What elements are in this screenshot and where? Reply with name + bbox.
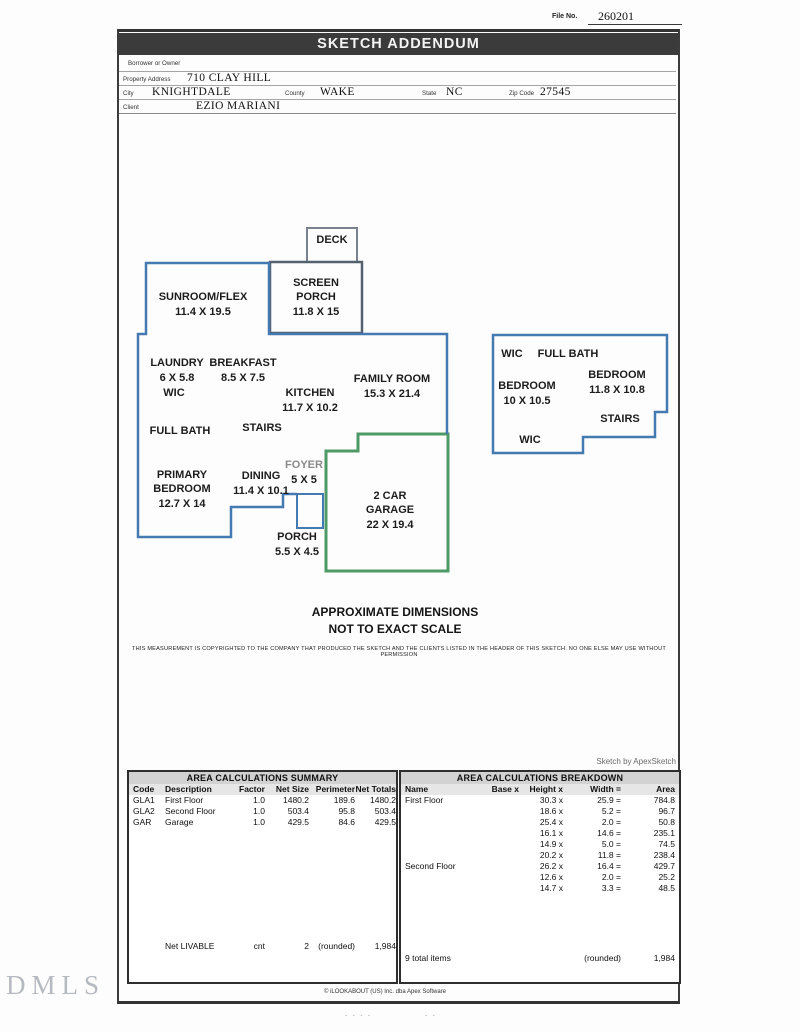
cell-net-totals: 503.4 — [374, 806, 396, 816]
room-name: FULL BATH — [537, 348, 599, 360]
room-dims: 11.8 X 10.8 — [589, 384, 645, 396]
cell-width: 14.6 = — [597, 828, 621, 838]
cell-area: 48.5 — [658, 883, 675, 893]
cell-height: 20.2 x — [539, 850, 563, 860]
room-name: WIC — [519, 434, 541, 446]
cell-name: Second Floor — [405, 861, 456, 871]
table-row — [129, 817, 396, 828]
cell-blank — [133, 941, 165, 952]
cell-net-size: 503.4 — [287, 806, 309, 816]
cell-net-totals: 429.5 — [374, 817, 396, 827]
room-label-wic-lower — [508, 433, 552, 447]
cell-factor: 1.0 — [253, 795, 265, 805]
cell-area: 784.8 — [653, 795, 675, 805]
room-name: SCREEN PORCH — [293, 277, 339, 303]
table-row — [401, 817, 679, 828]
cell-area: 238.4 — [653, 850, 675, 860]
zip-code-label: Zip Code — [509, 90, 535, 97]
room-name: PORCH — [277, 531, 317, 543]
room-dims: 11.4 X 19.5 — [175, 306, 231, 318]
county-value: WAKE — [320, 86, 355, 98]
dmls-watermark: DMLS — [6, 970, 106, 1000]
room-dims: 10 X 10.5 — [503, 395, 551, 407]
room-dims: 12.7 X 14 — [158, 498, 206, 510]
apex-software-copyright: © iLOOKABOUT (US) Inc. dba Apex Software — [323, 989, 447, 995]
room-name: BEDROOM — [588, 369, 646, 381]
zip-code-value: 27545 — [540, 86, 571, 98]
col-code: Code — [133, 784, 155, 794]
room-label-wic-laundry — [150, 386, 198, 400]
room-name: KITCHEN — [285, 387, 335, 399]
cell-code: GLA1 — [133, 795, 155, 805]
cell-description: Second Floor — [165, 806, 216, 816]
room-name: BEDROOM — [498, 380, 556, 392]
cell-net-totals: 1480.2 — [370, 795, 396, 805]
col-net-totals: Net Totals — [355, 784, 396, 794]
note-approximate-dimensions: APPROXIMATE DIMENSIONS — [311, 605, 479, 619]
cell-area: 96.7 — [658, 806, 675, 816]
table-row — [129, 795, 396, 806]
cell-blank — [489, 953, 519, 964]
cell-area: 429.7 — [653, 861, 675, 871]
net-livable-label: Net LIVABLE — [165, 941, 215, 951]
room-name: PRIMARY BEDROOM — [153, 469, 211, 495]
room-name: FAMILY ROOM — [353, 373, 431, 385]
room-label-garage — [362, 489, 418, 532]
room-name: DINING — [241, 470, 281, 482]
cell-width: 5.0 = — [601, 839, 621, 849]
apexsketch-credit: Sketch by ApexSketch — [596, 757, 676, 766]
cell-base — [489, 817, 519, 828]
room-label-wic-upper — [496, 347, 528, 361]
cell-height: 16.1 x — [539, 828, 563, 838]
room-dims: 5.5 X 4.5 — [274, 546, 320, 558]
room-label-porch — [259, 530, 335, 559]
state-label: State — [422, 90, 437, 97]
col-name: Name — [405, 784, 429, 794]
col-net-size: Net Size — [275, 784, 309, 794]
cell-height: 14.9 x — [539, 839, 563, 849]
cell-height: 18.6 x — [539, 806, 563, 816]
table-row — [401, 872, 679, 883]
cell-height: 30.3 x — [539, 795, 563, 805]
cell-height: 25.4 x — [539, 817, 563, 827]
cell-factor: 1.0 — [253, 806, 265, 816]
cell-width: 5.2 = — [601, 806, 621, 816]
room-name: 2 CAR GARAGE — [365, 490, 415, 516]
cell-factor: 1.0 — [253, 817, 265, 827]
breakdown-total-row — [401, 953, 679, 964]
room-label-sunroom — [147, 290, 259, 319]
cell-name — [405, 828, 489, 839]
cell-area: 25.2 — [658, 872, 675, 882]
cell-area: 50.8 — [658, 817, 675, 827]
area-calculations-breakdown-table — [399, 770, 681, 984]
room-label-stairs-1 — [228, 421, 296, 435]
room-name: DECK — [316, 234, 348, 246]
total-area-value: 1,984 — [653, 953, 675, 963]
cell-base — [489, 828, 519, 839]
city-label: City — [123, 90, 134, 97]
room-dims: 5 X 5 — [291, 474, 317, 486]
net-livable-row — [129, 941, 396, 952]
page-title: SKETCH ADDENDUM — [317, 36, 480, 52]
borrower-label: Borrower or Owner — [128, 60, 181, 67]
sketch-copyright-text: THIS MEASUREMENT IS COPYRIGHTED TO THE COMPANY THAT PRODUCED THE SKETCH AND THE CLIENTS LISTED IN THE HEADER OF THIS SKETCH. NO ONE ELSE MAY USE WITHOUT PERMISSION — [132, 646, 666, 658]
table-row — [401, 861, 679, 872]
cell-width: 16.4 = — [597, 861, 621, 871]
room-name: SUNROOM/FLEX — [158, 291, 248, 303]
cell-height: 12.6 x — [539, 872, 563, 882]
note-not-to-scale: NOT TO EXACT SCALE — [328, 622, 462, 636]
room-label-bedroom-left — [488, 379, 566, 408]
table-row — [401, 795, 679, 806]
cell-description: First Floor — [165, 795, 204, 805]
cell-base — [489, 806, 519, 817]
cell-base — [489, 883, 519, 894]
col-base: Base x — [491, 784, 519, 794]
col-description: Description — [165, 784, 212, 794]
cell-width: 11.8 = — [597, 850, 621, 860]
room-label-foyer — [279, 458, 329, 487]
cell-area: 235.1 — [653, 828, 675, 838]
property-address-label: Property Address — [123, 76, 171, 83]
porch-outline — [297, 494, 323, 528]
cell-base — [489, 872, 519, 883]
cell-name — [405, 817, 489, 828]
table-row — [129, 806, 396, 817]
room-label-primary-bedroom — [141, 468, 223, 511]
room-label-full-bath-2 — [532, 347, 604, 361]
room-label-breakfast — [199, 356, 287, 385]
col-area: Area — [656, 784, 675, 794]
cell-base — [489, 861, 519, 872]
table-row — [401, 883, 679, 894]
col-factor: Factor — [239, 784, 265, 794]
cell-perimeter: 95.8 — [338, 806, 355, 816]
room-label-family-room — [340, 372, 444, 401]
cell-base — [489, 850, 519, 861]
scan-artifact-dots: - - - - — [345, 1013, 372, 1019]
room-name: WIC — [501, 348, 523, 360]
breakdown-table-header-row — [401, 784, 679, 795]
cell-code: GLA2 — [133, 806, 155, 816]
table-row — [401, 828, 679, 839]
cell-name — [405, 850, 489, 861]
property-address-value: 710 CLAY HILL — [187, 72, 272, 84]
state-value: NC — [446, 86, 463, 98]
room-label-full-bath-1 — [142, 424, 218, 438]
scan-artifact-dots: - - — [425, 1013, 437, 1019]
total-items-label: 9 total items — [405, 953, 451, 963]
table-row — [401, 806, 679, 817]
cell-net-size: 1480.2 — [283, 795, 309, 805]
cell-area: 74.5 — [658, 839, 675, 849]
room-dims: 15.3 X 21.4 — [363, 388, 421, 400]
summary-table-header-row — [129, 784, 396, 795]
cell-height: 26.2 x — [539, 861, 563, 871]
room-label-screen-porch — [277, 276, 355, 319]
room-dims: 11.7 X 10.2 — [282, 402, 338, 414]
room-name: FOYER — [285, 459, 323, 471]
room-dims: 22 X 19.4 — [366, 519, 414, 531]
file-no-label: File No. — [552, 13, 578, 20]
cell-width: 25.9 = — [597, 795, 621, 805]
cell-blank — [519, 953, 563, 964]
room-dims: 11.4 X 10.1 — [233, 485, 289, 497]
county-label: County — [285, 90, 305, 97]
table-row — [401, 839, 679, 850]
room-dims: 8.5 X 7.5 — [220, 372, 266, 384]
cell-name — [405, 839, 489, 850]
room-label-deck — [307, 233, 357, 247]
room-dims: 6 X 5.8 — [159, 372, 195, 384]
cell-name — [405, 883, 489, 894]
cell-net-size: 429.5 — [287, 817, 309, 827]
room-dims: 11.8 X 15 — [292, 306, 340, 318]
net-livable-rounded: (rounded) — [318, 941, 355, 951]
cell-name — [405, 872, 489, 883]
table-row — [401, 850, 679, 861]
cell-base — [489, 839, 519, 850]
room-name: FULL BATH — [149, 425, 211, 437]
cell-perimeter: 189.6 — [333, 795, 355, 805]
total-rounded-label: (rounded) — [584, 953, 621, 963]
city-value: KNIGHTDALE — [152, 86, 231, 98]
cell-perimeter: 84.6 — [338, 817, 355, 827]
cell-width: 2.0 = — [601, 817, 621, 827]
cell-base — [489, 795, 519, 806]
cell-name: First Floor — [405, 795, 444, 805]
file-no-value: 260201 — [598, 9, 634, 23]
room-name: STAIRS — [242, 422, 282, 434]
room-name: WIC — [163, 387, 185, 399]
summary-table-title: AREA CALCULATIONS SUMMARY — [129, 772, 396, 784]
room-label-stairs-2 — [586, 412, 654, 426]
cell-height: 14.7 x — [539, 883, 563, 893]
cell-width: 3.3 = — [601, 883, 621, 893]
net-livable-total: 1,984 — [374, 941, 396, 951]
cell-name — [405, 806, 489, 817]
cell-width: 2.0 = — [601, 872, 621, 882]
col-perimeter: Perimeter — [315, 784, 355, 794]
room-name: LAUNDRY — [150, 357, 204, 369]
area-calculations-summary-table — [127, 770, 398, 984]
cell-code: GAR — [133, 817, 152, 827]
room-label-bedroom-right — [572, 368, 662, 397]
client-label: Client — [123, 104, 139, 111]
room-name: BREAKFAST — [209, 357, 277, 369]
room-name: STAIRS — [600, 413, 640, 425]
cell-description: Garage — [165, 817, 194, 827]
net-livable-count: 2 — [304, 941, 309, 951]
col-height: Height x — [529, 784, 563, 794]
client-value: EZIO MARIANI — [196, 100, 281, 112]
breakdown-table-title: AREA CALCULATIONS BREAKDOWN — [401, 772, 679, 784]
net-livable-cnt: cnt — [253, 941, 265, 951]
col-width: Width = — [590, 784, 621, 794]
